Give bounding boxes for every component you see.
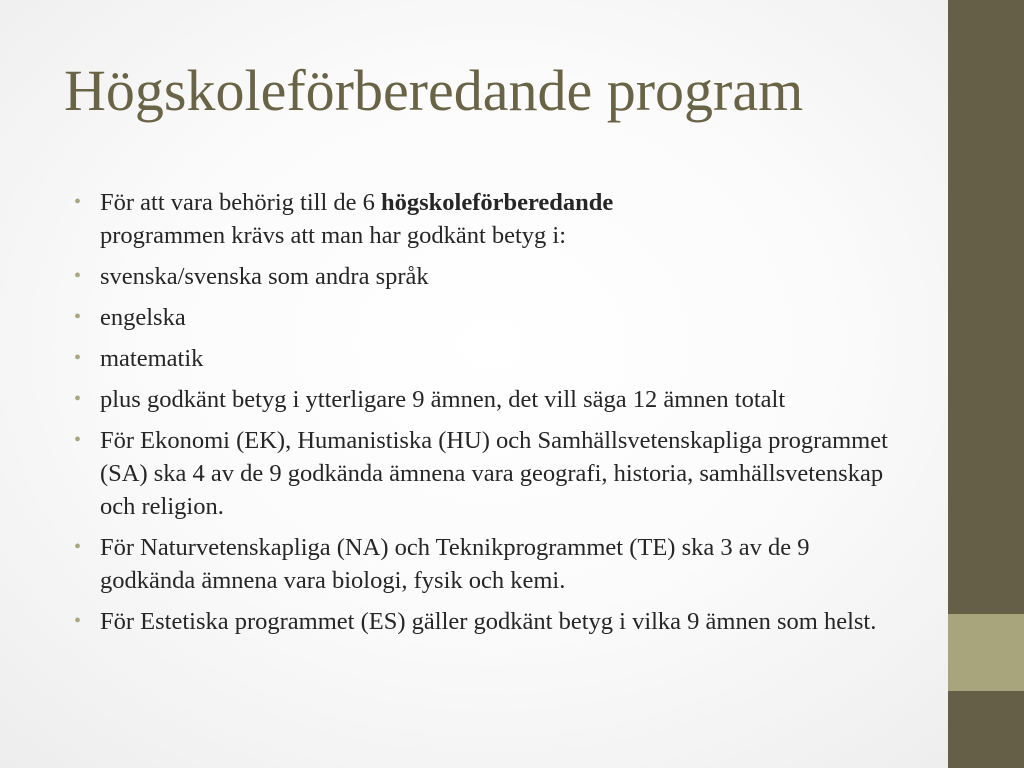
bullet-item-es xyxy=(74,605,904,638)
slide-title: Högskoleförberedande program xyxy=(64,58,804,123)
bullet-icon: • xyxy=(74,536,82,558)
bullet-item-english xyxy=(74,301,904,334)
bullet-text-intro: För att vara behörig till de 6 xyxy=(100,189,381,216)
bullet-icon: • xyxy=(74,388,82,410)
bullet-text: plus godkänt betyg i ytterligare 9 ämnen, det vill säga 12 ämnen totalt xyxy=(100,386,786,413)
bullet-text: engelska xyxy=(100,304,186,331)
bullet-text: För Estetiska programmet (ES) gäller godkänt betyg i vilka 9 ämnen som helst. xyxy=(100,608,877,635)
bullet-item-eligibility xyxy=(74,186,904,252)
bullet-item-additional-subjects xyxy=(74,383,904,416)
bullet-icon: • xyxy=(74,347,82,369)
bullet-icon: • xyxy=(74,191,82,213)
bullet-icon: • xyxy=(74,610,82,632)
bullet-item-na-te xyxy=(74,531,904,597)
bullet-item-swedish xyxy=(74,260,904,293)
bullet-item-math xyxy=(74,342,904,375)
decorative-sidebar-accent xyxy=(948,614,1024,691)
bullet-item-ek-hu-sa xyxy=(74,424,904,523)
bullet-text: svenska/svenska som andra språk xyxy=(100,263,429,290)
bullet-list xyxy=(74,186,904,646)
bullet-text-bold: högskoleförberedande xyxy=(381,189,614,216)
bullet-text-continuation: programmen krävs att man har godkänt betyg i: xyxy=(100,222,567,249)
bullet-icon: • xyxy=(74,429,82,451)
bullet-text: matematik xyxy=(100,345,204,372)
bullet-icon: • xyxy=(74,265,82,287)
bullet-text: För Ekonomi (EK), Humanistiska (HU) och Samhällsvetenskapliga programmet (SA) ska 4 av de 9 godkända ämnena vara geografi, historia, samhällsvetenskap och religion. xyxy=(100,427,888,520)
bullet-icon: • xyxy=(74,306,82,328)
bullet-text: För Naturvetenskapliga (NA) och Teknikprogrammet (TE) ska 3 av de 9 godkända ämnena vara biologi, fysik och kemi. xyxy=(100,534,810,594)
